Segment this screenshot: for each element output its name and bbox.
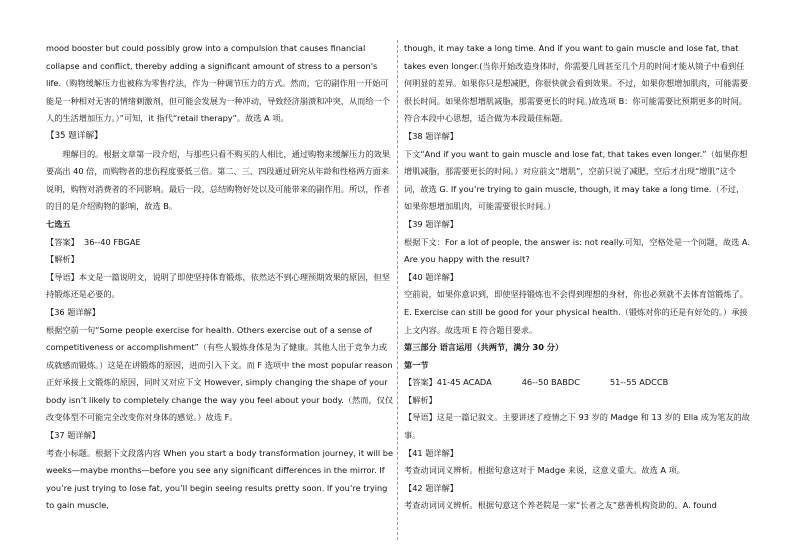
q36-explanation: 根据空前一句“Some people exercise for health. Others exercise out of a sense of competitiveness or accomplishment”（有些人锻炼身体是为了健康。其他人出于竞争力或成就感而锻炼。）这是在讲锻炼的原因，进而引入下文。而 F 选项中 the most popular reason 正好承接上文锻炼的原因，同时又对应下文 However, simply changing the shape of your body isn’t likely to completely change the way you feel about your body.（然而，仅仅改变体型不可能完全改变你对身体的感觉。）故选 F。 — [46, 324, 394, 423]
paragraph-mood-booster: mood booster but could possibly grow into a compulsion that causes financial collapse and conflict, thereby adding a significant amount of stress to a person's life.（购物缓解压力也被称为零售疗法，作为一种调节压力的方式。然而，它的副作用一开始可能是一种相对无害的情绪刺激剂，但可能会发展为一种冲动，导致经济崩溃和冲突，从而给一个人的生活增加压力。）”可知，it 指代“retail therapy”。故选 A 项。 — [46, 43, 390, 124]
guide-text-right: 【导语】这是一篇记叙文。主要讲述了疫情之下 93 岁的 Madge 和 13 岁的 Ella 成为笔友的故事。 — [404, 412, 750, 441]
answer-51-55: 51--55 ADCCB — [609, 377, 669, 388]
q35-label: 【35 题详解】 — [46, 130, 103, 141]
q36-label: 【36 题详解】 — [46, 306, 100, 317]
q37-label: 【37 题详解】 — [46, 430, 100, 441]
section1-title: 第一节 — [404, 359, 429, 370]
column-divider — [397, 40, 398, 540]
answer-41-45: 41-45 ACADA — [436, 377, 492, 388]
right-column — [404, 40, 750, 550]
guide-text: 【导语】本文是一篇说明文，说明了即使坚持体育锻炼，依然达不到心理预期效果的原因，但坚持锻炼还是必要的。 — [46, 271, 390, 300]
q41-explanation: 考查动词词义辨析。根据句意这对于 Madge 来说，这意义重大。故选 A 项。 — [404, 465, 685, 476]
answer-line — [46, 234, 394, 252]
q41-label: 【41 题详解】 — [404, 447, 458, 458]
section-title-seven-choose-five: 七选五 — [46, 218, 71, 229]
part3-title: 第三部分 语言运用（共两节，满分 30 分） — [404, 342, 564, 353]
q37-explanation: 考查小标题。根据下文段落内容 When you start a body transformation journey, it will be weeks—maybe months—before you see any significant differences in the mirror. If you’re just trying to lose fat, you’ll begin seeing results pretty soon. If you’re trying to gain muscle, — [46, 447, 393, 511]
q38-label: 【38 题详解】 — [404, 130, 458, 141]
paragraph-continuation: though, it may take a long time. And if you want to gain muscle and lose fat, that takes even longer.(当你开始改造身体时，你需要几周甚至几个月的时间才能从镜子中看到任何明显的差异。如果你只是想减肥，你很快就会看到效果。不过，如果你想增加肌肉，可能需要很长时间。如果你想增肌减脂，那需要更长的时间。)故选项 B：你可能需要比预期更多的时间。符合本段中心思想，适合做为本段最佳标题。 — [404, 43, 748, 124]
answer-value: 36--40 FBGAE — [83, 236, 141, 247]
answer-label: 【答案】 — [46, 236, 79, 247]
analysis-label: 【解析】 — [46, 254, 79, 265]
q42-label: 【42 题详解】 — [404, 482, 458, 493]
q39-label: 【39 题详解】 — [404, 218, 458, 229]
analysis-label-right: 【解析】 — [404, 394, 437, 405]
answer-label-right: 【答案】 — [404, 377, 437, 388]
q40-explanation: 空前说，如果你意识到，即使坚持锻炼也不会得到理想的身材，你也必须就不去体育馆锻炼了。E. Exercise can still be good for your physical health.（锻炼对你的还是有好处的。）承接上文内容。故选项 E 符合题目要求。 — [404, 289, 748, 335]
answer-46-50: 46--50 BABDC — [521, 377, 580, 388]
q38-explanation: 下文“And if you want to gain muscle and lose fat, that takes even longer.”（如果你想增肌减脂，那需要更长的时间。）对应前文“增肌”，空前只说了减肥，空后才出现“增肌”这个词，故选 G. If you’re trying to gain muscle, though, it may take a long time.（不过，如果你想增加肌肉，可能需要很长时间。） — [404, 148, 748, 212]
q42-explanation: 考查动词词义辨析。根据句意这个养老院是一家“长者之友”慈善机构资助的。A. found — [404, 500, 717, 511]
left-column — [46, 40, 394, 550]
q39-explanation: 根据下文：For a lot of people, the answer is: not really.可知，空格处是一个问题，故选 A. Are you happy with the result? — [404, 236, 750, 265]
q40-label: 【40 题详解】 — [404, 271, 458, 282]
q35-explanation: 理解目的。根据文章第一段介绍，与那些只看不购买的人相比，通过购物来缓解压力的效果要高出 40 倍，而购物者的悲伤程度要低三倍。第二、三、四段通过研究从年龄和性格两方面来说明，购物对消费者的不同影响。最后一段，总结购物好处以及可能带来的副作用。所以，作者的目的是介绍购物的影响，故选 B。 — [46, 148, 390, 212]
answer-line-right — [404, 374, 750, 392]
